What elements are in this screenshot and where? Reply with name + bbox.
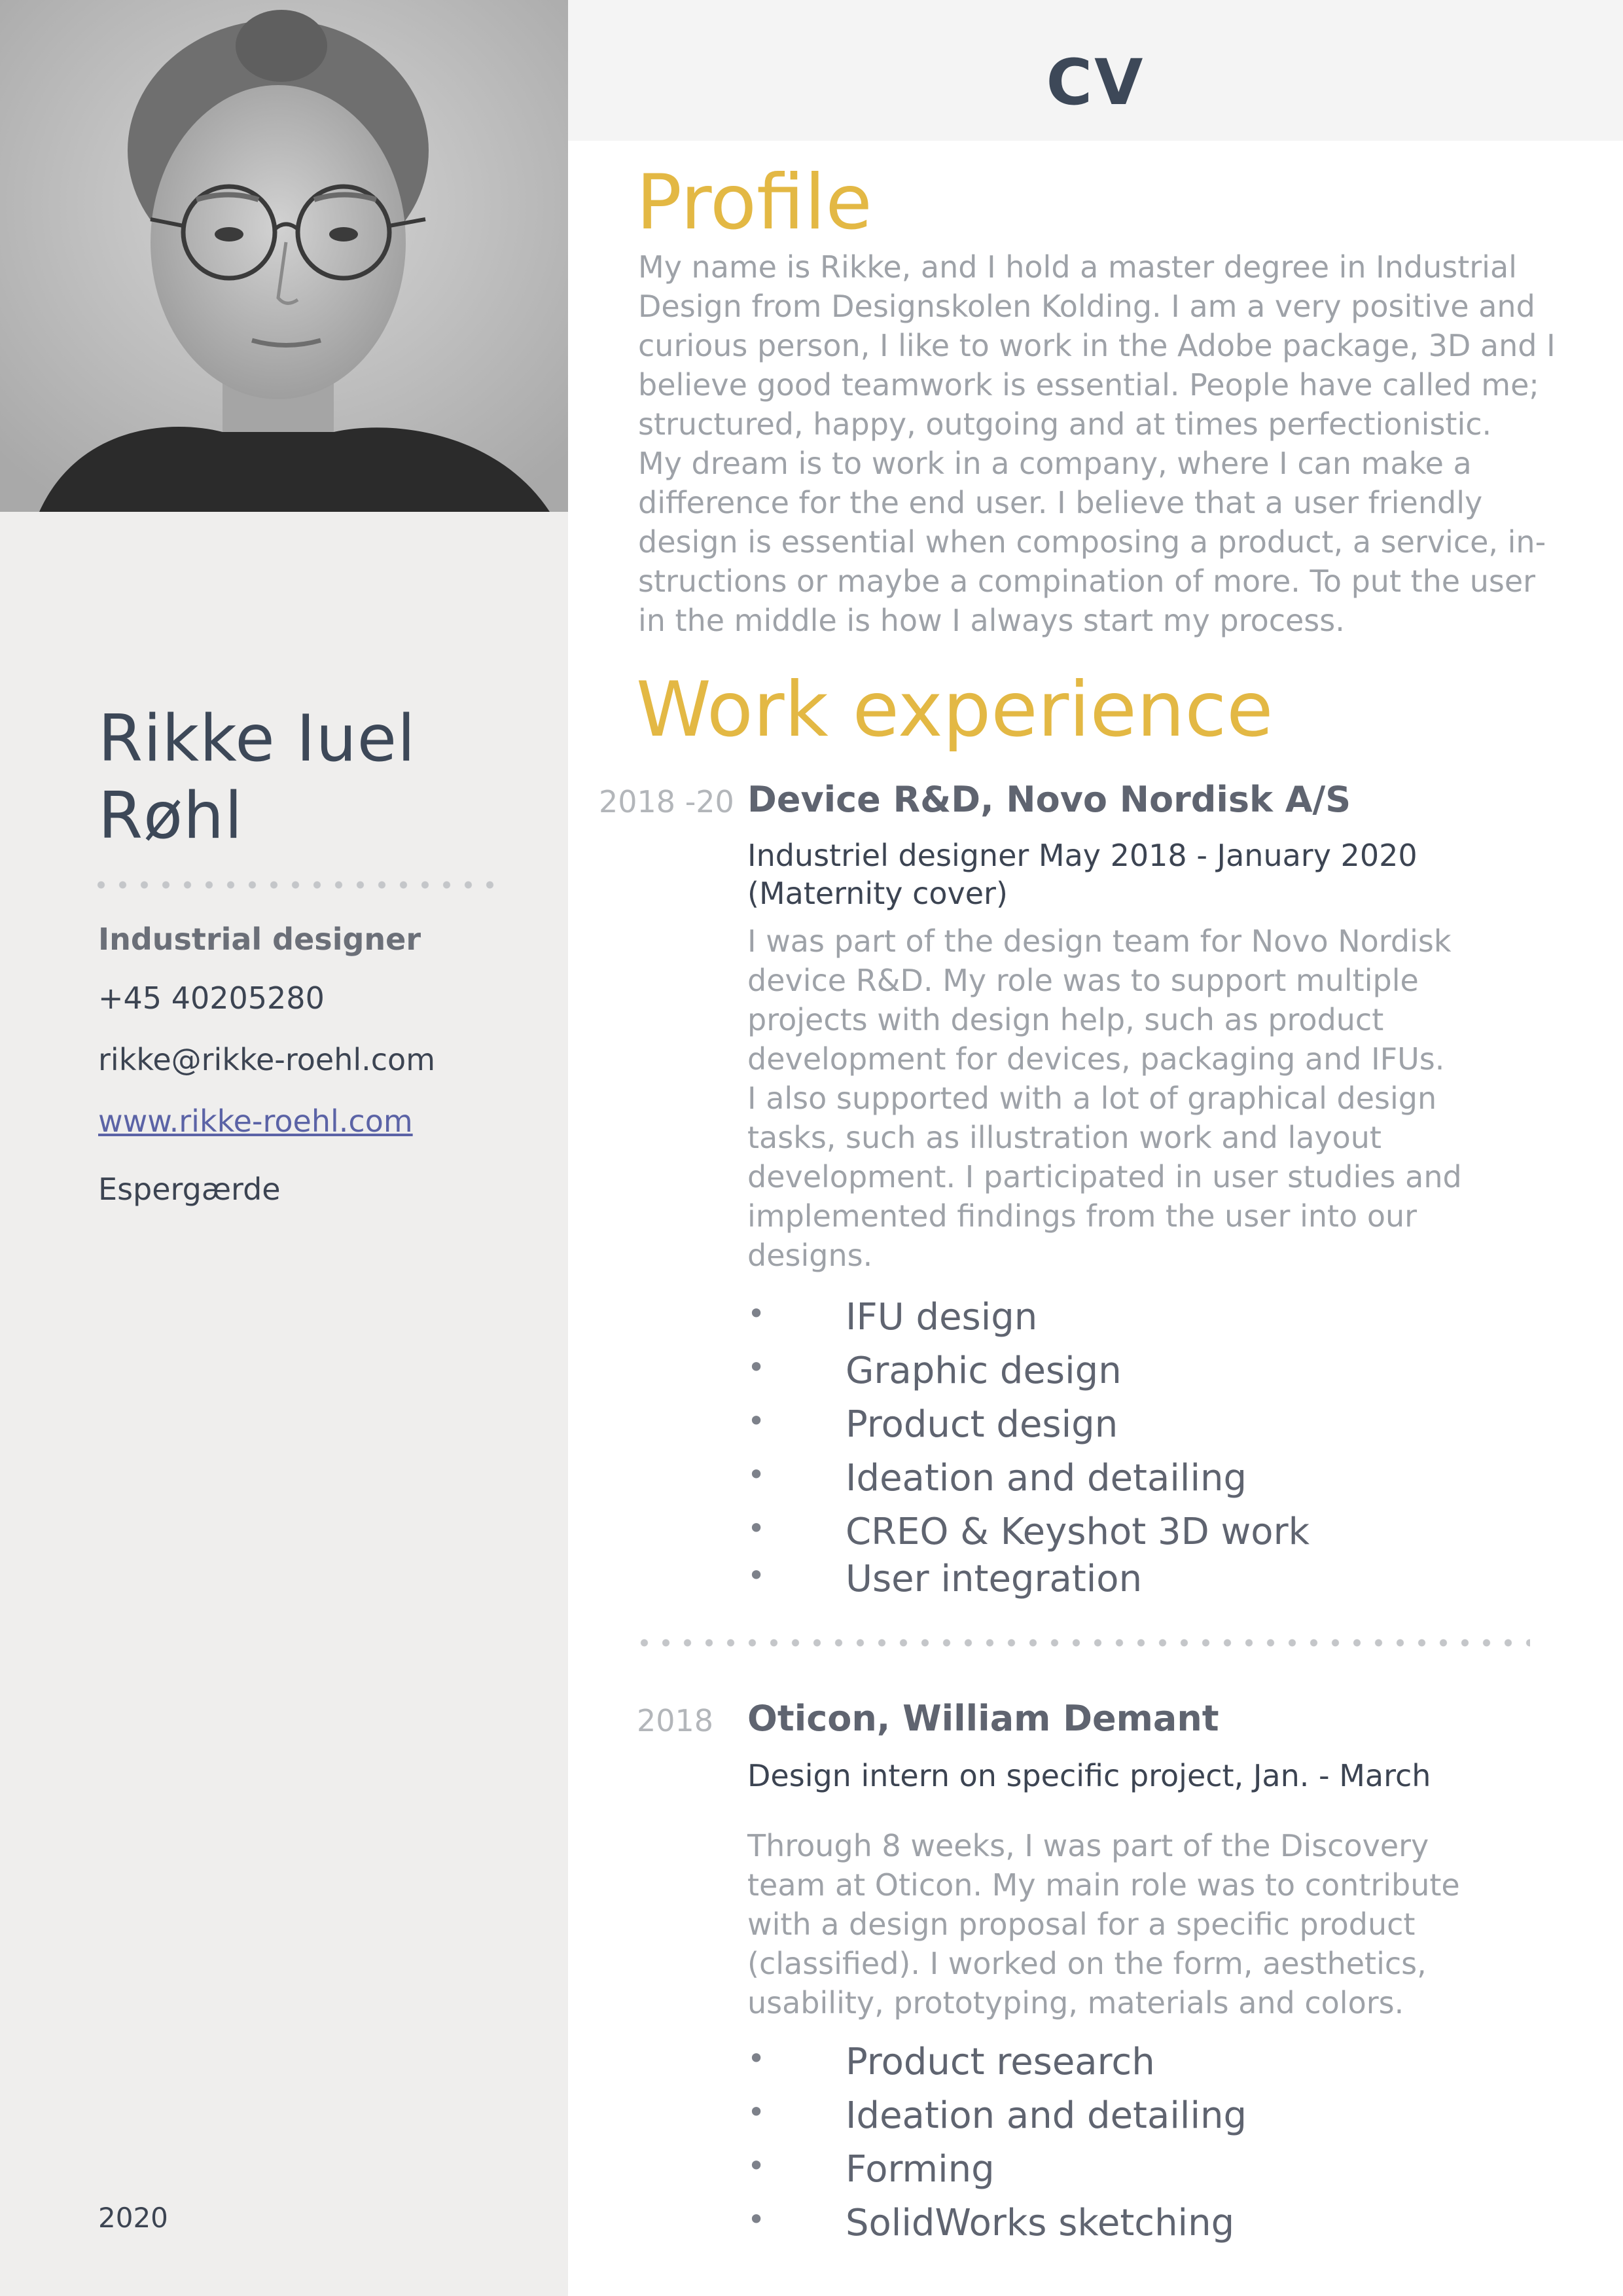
description-line: (classified). I worked on the form, aesthetics, [747, 1946, 1427, 1981]
job-description [747, 922, 1585, 1275]
skill-item: • Product design [747, 1403, 1310, 1457]
profile-line: My dream is to work in a company, where I can make a [638, 446, 1472, 481]
phone-number: +45 40205280 [98, 980, 325, 1016]
name-line-2: Røhl [98, 779, 243, 853]
role-line: (Maternity cover) [747, 876, 1008, 911]
description-line: I also supported with a lot of graphical design [747, 1081, 1437, 1116]
skill-item: • SolidWorks sketching [747, 2202, 1247, 2255]
portrait-illustration [0, 0, 568, 512]
role-line: Design intern on specific project, Jan. - March [747, 1758, 1431, 1793]
profile-line: in the middle is how I always start my process. [638, 603, 1345, 638]
footer-year: 2020 [98, 2202, 168, 2234]
job-year: 2018 [637, 1703, 714, 1738]
profile-line: structions or maybe a compination of more. To put the user [638, 564, 1536, 599]
description-line: tasks, such as illustration work and layout [747, 1120, 1382, 1155]
description-line: designs. [747, 1238, 873, 1273]
work-experience-heading: Work experience [636, 666, 1274, 754]
skill-item: • Graphic design [747, 1350, 1310, 1403]
skill-item: • IFU design [747, 1296, 1310, 1350]
description-line: implemented findings from the user into our [747, 1198, 1418, 1234]
name-line-1: Rikke Iuel [98, 702, 416, 776]
profile-line: design is essential when composing a product, a service, in- [638, 524, 1546, 560]
profile-line: believe good teamwork is essential. People have called me; [638, 367, 1539, 403]
job-role [747, 836, 1585, 912]
cv-title: CV [1046, 46, 1145, 119]
description-line: with a design proposal for a specific product [747, 1907, 1416, 1942]
sidebar [0, 0, 568, 2296]
description-line: usability, prototyping, materials and colors. [747, 1985, 1404, 2020]
website-link[interactable]: www.rikke-roehl.com [98, 1103, 413, 1139]
job-company: Device R&D, Novo Nordisk A/S [747, 779, 1351, 820]
profile-heading: Profile [636, 158, 872, 247]
skill-item: • Ideation and detailing [747, 2094, 1247, 2148]
profile-line: curious person, I like to work in the Adobe package, 3D and I [638, 328, 1556, 363]
skill-item: • CREO & Keyshot 3D work [747, 1511, 1310, 1558]
description-line: projects with design help, such as product [747, 1002, 1384, 1037]
skill-item: • Ideation and detailing [747, 1457, 1310, 1511]
skills-list [747, 1296, 1310, 1605]
job-role [747, 1757, 1585, 1795]
skills-list [747, 2041, 1247, 2255]
sidebar-divider [90, 881, 496, 889]
job-company: Oticon, William Demant [747, 1698, 1219, 1739]
profile-photo [0, 0, 568, 512]
skill-item: • Forming [747, 2148, 1247, 2202]
profile-text [638, 247, 1594, 640]
job-year: 2018 -20 [599, 784, 734, 819]
email-address[interactable]: rikke@rikke-roehl.com [98, 1042, 436, 1077]
description-line: I was part of the design team for Novo Nordisk [747, 924, 1452, 959]
profile-line: My name is Rikke, and I hold a master degree in Industrial [638, 249, 1517, 285]
description-line: team at Oticon. My main role was to contribute [747, 1867, 1460, 1903]
description-line: development. I participated in user studies and [747, 1159, 1462, 1194]
profile-line: difference for the end user. I believe that a user friendly [638, 485, 1483, 520]
description-line: device R&D. My role was to support multiple [747, 963, 1419, 998]
description-line: Through 8 weeks, I was part of the Discovery [747, 1828, 1429, 1863]
role-line: Industriel designer May 2018 - January 2020 [747, 838, 1418, 873]
profile-line: structured, happy, outgoing and at times perfectionistic. [638, 406, 1492, 442]
location: Espergærde [98, 1172, 281, 1207]
profile-line: Design from Designskolen Kolding. I am a very positive and [638, 289, 1535, 324]
job-divider [633, 1639, 1530, 1647]
job-description [747, 1826, 1585, 2022]
skill-item: • User integration [747, 1558, 1310, 1605]
job-title: Industrial designer [98, 922, 421, 957]
person-name [98, 700, 543, 855]
cv-header [568, 0, 1623, 141]
skill-item: • Product research [747, 2041, 1247, 2094]
description-line: development for devices, packaging and IFUs. [747, 1041, 1445, 1077]
